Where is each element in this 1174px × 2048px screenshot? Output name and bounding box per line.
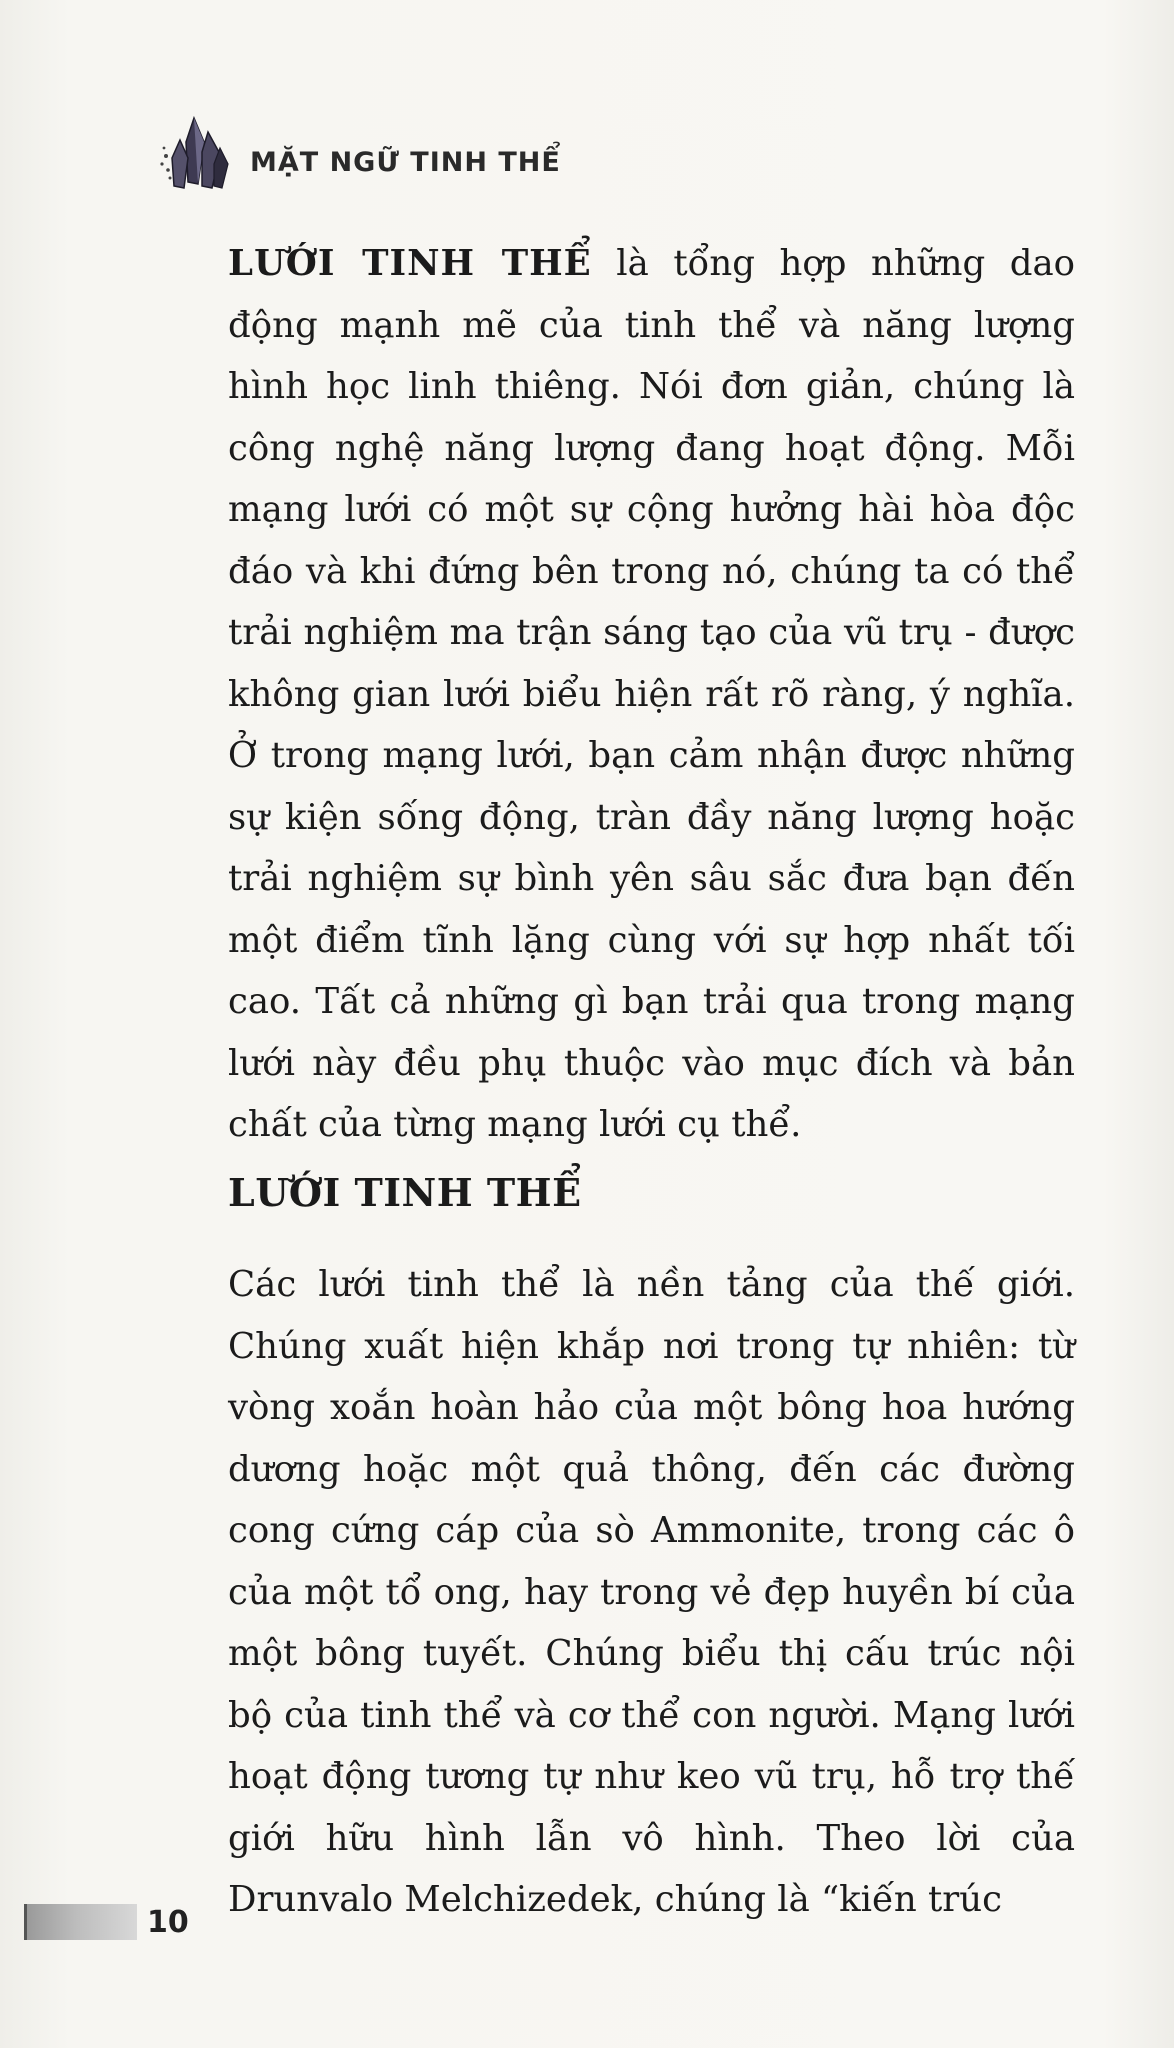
running-title: MẶT NGỮ TINH THỂ <box>250 146 561 178</box>
page-number: 10 <box>147 1904 189 1940</box>
crystal-cluster-icon <box>158 112 236 196</box>
folio-bar <box>24 1904 137 1940</box>
intro-lead-term: LƯỚI TINH THỂ <box>228 243 592 284</box>
section-heading: LƯỚI TINH THỂ <box>228 1170 582 1215</box>
running-header <box>158 112 561 196</box>
section-paragraph: Các lưới tinh thể là nền tảng của thế giới. Chúng xuất hiện khắp nơi trong tự nhiên: từ vòng xoắn hoàn hảo của một bông hoa hướng dương hoặc một quả thông, đến các đường cong cứng cáp của sò Ammonite, trong các ô của một tổ ong, hay trong vẻ đẹp huyền bí của một bông tuyết. Chúng biểu thị cấu trúc nội bộ của tinh thể và cơ thể con người. Mạng lưới hoạt động tương tự như keo vũ trụ, hỗ trợ thế giới hữu hình lẫn vô hình. Theo lời của Drunvalo Melchizedek, chúng là “kiến trúc <box>228 1264 1075 1920</box>
page-footer <box>24 1904 189 1940</box>
intro-body-text: là tổng hợp những dao động mạnh mẽ của tinh thể và năng lượng hình học linh thiêng. Nói đơn giản, chúng là công nghệ năng lượng đang hoạt động. Mỗi mạng lưới có một sự cộng hưởng hài hòa độc đáo và khi đứng bên trong nó, chúng ta có thể trải nghiệm ma trận sáng tạo của vũ trụ - được không gian lưới biểu hiện rất rõ ràng, ý nghĩa. Ở trong mạng lưới, bạn cảm nhận được những sự kiện sống động, tràn đầy năng lượng hoặc trải nghiệm sự bình yên sâu sắc đưa bạn đến một điểm tĩnh lặng cùng với sự hợp nhất tối cao. Tất cả những gì bạn trải qua trong mạng lưới này đều phụ thuộc vào mục đích và bản chất của từng mạng lưới cụ thể. <box>228 243 1075 1145</box>
intro-paragraph <box>228 233 1075 1156</box>
